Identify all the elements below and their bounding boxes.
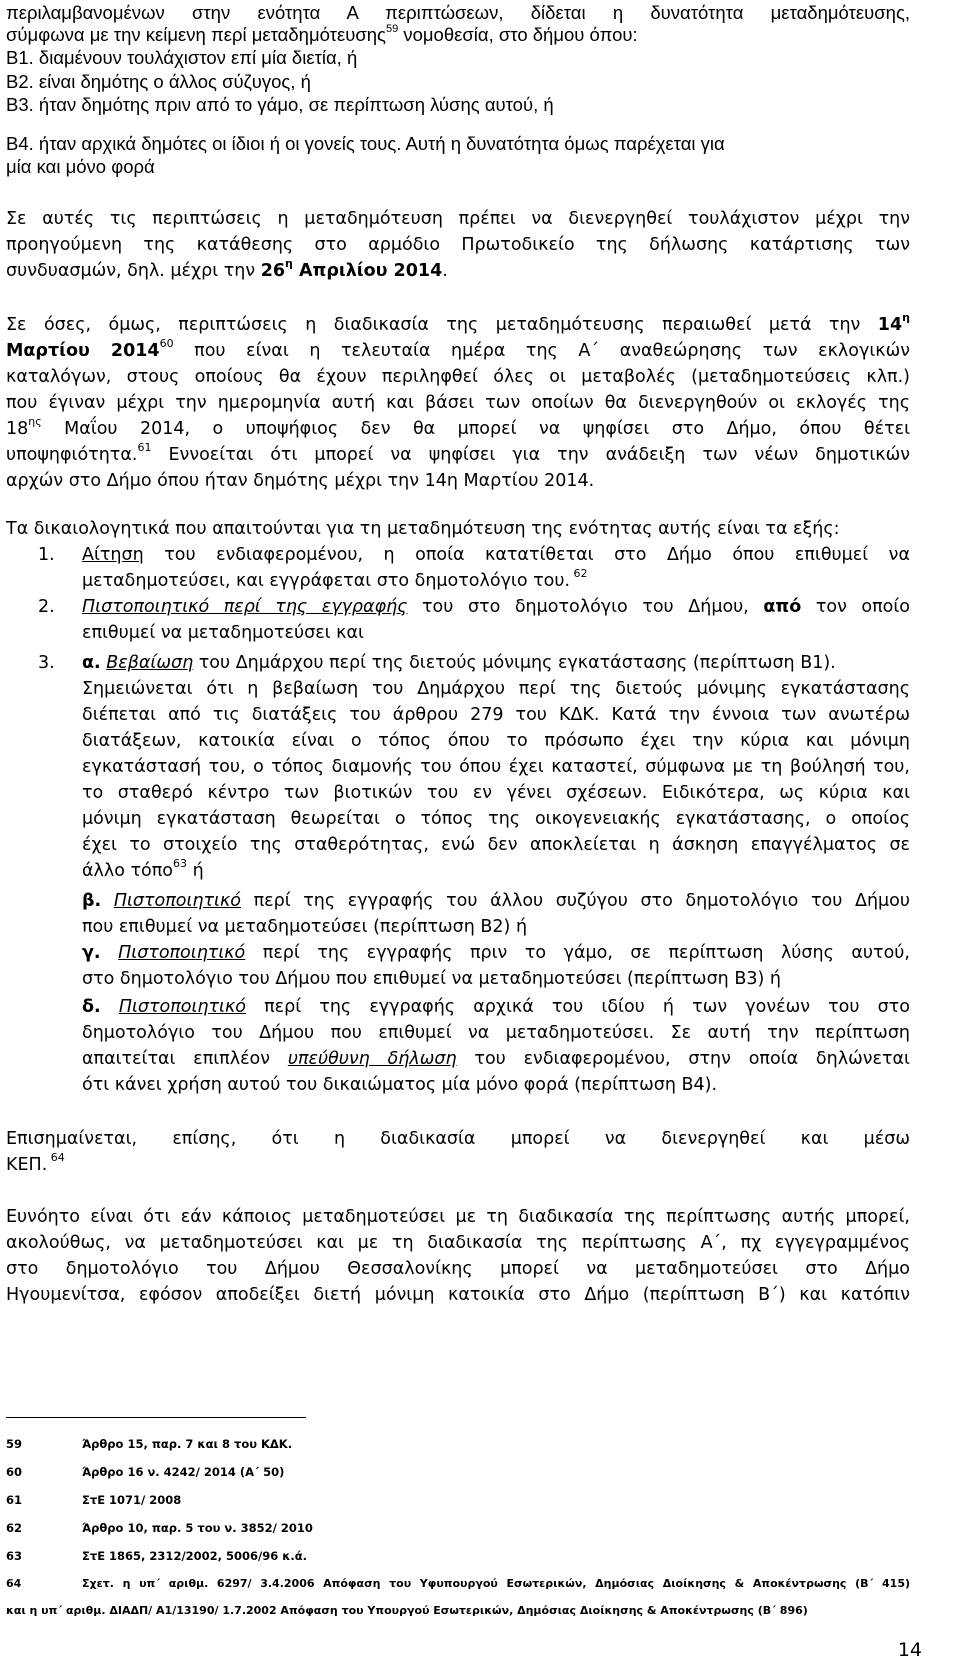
para4-line-1: Ευνόητο είναι ότι εάν κάποιος μεταδημοτεύσει με τη διαδικασία της περίπτωσης αυτής μπορεί,: [6, 1207, 910, 1227]
footnote-61: 61 ΣτΕ 1071/ 2008: [6, 1493, 182, 1507]
intro-line-2: σύμφωνα με την κείμενη περί μεταδημότευσης$^{59}$ νομοθεσία, στο δήμου όπου:: [6, 22, 638, 45]
item-3a-line-5: εγκατάστασή του, ο τόπος διαμονής του όπου έχει καταστεί, σύμφωνα με τη βούλησή του,: [82, 757, 910, 777]
para3-line-2: ΚΕΠ. $^{64}$: [6, 1151, 65, 1175]
case-b3: Β3. ήταν δημότης πριν από το γάμο, σε περίπτωση λύσης αυτού, ή: [6, 94, 554, 115]
footnote-ref-59[interactable]: 59: [385, 22, 399, 35]
item-3d-line-4: ότι κάνει χρήση αυτού του δικαιώματος μία μόνο φορά (περίπτωση Β4).: [82, 1075, 718, 1095]
footnote-ref-61[interactable]: 61: [137, 441, 152, 455]
para1-line-1: Σε αυτές τις περιπτώσεις η μεταδημότευση πρέπει να διενεργηθεί τουλάχιστον μέχρι την: [6, 209, 910, 229]
item-1-number: 1.: [38, 545, 55, 565]
case-b1: Β1. διαμένουν τουλάχιστον επί μία διετία, ή: [6, 47, 358, 68]
footnote-ref-63[interactable]: 63: [173, 857, 188, 871]
item-3d-line-3: απαιτείται επιπλέον υπεύθυνη δήλωση του ενδιαφερομένου, στην οποία δηλώνεται: [82, 1049, 910, 1069]
footnote-ref-62[interactable]: 62: [570, 567, 588, 581]
item-3a-line-8: έχει το στοιχείο της σταθερότητας, ενώ δεν αποκλείεται η άσκηση επαγγέλματος σε: [82, 835, 910, 855]
para2-line-5: $18^{\eta\varsigma}$ Μαΐου 2014, ο υποψήφιος δεν θα μπορεί να ψηφίσει στο Δήμο, όπου θέτει: [6, 415, 910, 439]
footnote-64: 64 Σχετ. η υπ΄ αριθμ. 6297/ 3.4.2006 Απόφαση του Υφυπουργού Εσωτερικών, Δημόσιας Διοίκησης & Αποκέντρωσης (Β΄ 415): [6, 1577, 910, 1590]
para4-line-3: στο δημοτολόγιο του Δήμου Θεσσαλονίκης μπορεί να μεταδημοτεύσει στο Δήμο: [6, 1259, 910, 1279]
item-2-number: 2.: [38, 597, 55, 617]
para1-line-2: προηγούμενη της κατάθεσης στο αρμόδιο Πρωτοδικείο της δήλωσης κατάρτισης των: [6, 235, 910, 255]
para2-line-1: Σε όσες, όμως, περιπτώσεις η διαδικασία της μεταδημότευσης περαιωθεί μετά την $14^\eta$: [6, 311, 910, 335]
deadline-date: $26^\eta$ Απριλίου 2014: [260, 257, 443, 281]
item-3a-line-7: μόνιμη εγκατάσταση θεωρείται ο τόπος της οικογενειακής εγκατάστασης, ο οποίος: [82, 809, 910, 829]
item-3b-line-1: β. Πιστοποιητικό περί της εγγραφής του άλλου συζύγου στο δημοτολόγιο του Δήμου: [82, 891, 910, 911]
case-b4: Β4. ήταν αρχικά δημότες οι ίδιοι ή οι γονείς τους. Αυτή η δυνατότητα όμως παρέχεται για: [6, 133, 725, 154]
page-number: 14: [897, 1639, 922, 1661]
para2-line-7: αρχών στο Δήμο όπου ήταν δημότης μέχρι την 14η Μαρτίου 2014.: [6, 471, 595, 491]
item-3a-line-9: άλλο τόπο$^{63}$ ή: [82, 857, 204, 881]
para2-line-3: καταλόγων, στους οποίους θα έχουν περιληφθεί όλες οι μεταβολές (μεταδημοτεύσεις κλπ.): [6, 367, 910, 387]
item-3a-line-1: α. Βεβαίωση του Δημάρχου περί της διετούς μόνιμης εγκατάστασης (περίπτωση Β1).: [82, 653, 836, 673]
item-3g-line-2: στο δημοτολόγιο του Δήμου που επιθυμεί να μεταδημοτεύσει (περίπτωση Β3) ή: [82, 969, 781, 989]
case-b4-cont: μία και μόνο φορά: [6, 156, 155, 177]
item-1-line-2: μεταδημοτεύσει, και εγγράφεται στο δημοτολόγιο του. $^{62}$: [82, 567, 588, 591]
item-1-line-1: Αίτηση του ενδιαφερομένου, η οποία κατατίθεται στο Δήμο όπου επιθυμεί να: [82, 545, 910, 565]
case-b2: Β2. είναι δημότης ο άλλος σύζυγος, ή: [6, 71, 311, 92]
item-3g-line-1: γ. Πιστοποιητικό περί της εγγραφής πριν το γάμο, σε περίπτωση λύσης αυτού,: [82, 943, 910, 963]
footnote-62: 62 Άρθρο 10, παρ. 5 του ν. 3852/ 2010: [6, 1521, 313, 1535]
item-3a-line-3: διέπεται από τις διατάξεις του άρθρου 279 του ΚΔΚ. Κατά την έννοια των ανωτέρω: [82, 705, 910, 725]
item-2-line-2: επιθυμεί να μεταδημοτεύσει και: [82, 623, 364, 643]
item-3b-line-2: που επιθυμεί να μεταδημοτεύσει (περίπτωση Β2) ή: [82, 917, 528, 937]
para3-line-1: Επισημαίνεται, επίσης, ότι η διαδικασία μπορεί να διενεργηθεί και μέσω: [6, 1129, 910, 1149]
para1-line-3: συνδυασμών, δηλ. μέχρι την $26^\eta$ Απριλίου 2014.: [6, 257, 448, 281]
item-2-line-1: Πιστοποιητικό περί της εγγραφής του στο δημοτολόγιο του Δήμου, από τον οποίο: [82, 597, 911, 617]
intro-line-1: περιλαμβανομένων στην ενότητα Α περιπτώσεων, δίδεται η δυνατότητα μεταδημότευσης,: [6, 2, 910, 23]
footnote-59: 59 Άρθρο 15, παρ. 7 και 8 του ΚΔΚ.: [6, 1437, 293, 1451]
para4-line-4: Ηγουμενίτσα, εφόσον αποδείξει διετή μόνιμη κατοικία στο Δήμο (περίπτωση Β΄) και κατόπιν: [6, 1285, 910, 1305]
item-3-number: 3.: [38, 653, 55, 673]
para2-line-6: υποψηφιότητα.$^{61}$ Εννοείται ότι μπορεί να ψηφίσει για την ανάδειξη των νέων δημοτικών: [6, 441, 910, 465]
footnote-60: 60 Άρθρο 16 ν. 4242/ 2014 (Α΄ 50): [6, 1465, 285, 1479]
footnote-ref-60[interactable]: 60: [159, 337, 174, 351]
item-3d-line-2: δημοτολόγιο του Δήμου που επιθυμεί να μεταδημοτεύσει. Σε αυτή την περίπτωση: [82, 1023, 910, 1043]
footnote-63: 63 ΣτΕ 1865, 2312/2002, 5006/96 κ.ά.: [6, 1549, 308, 1563]
footnote-separator: [6, 1417, 306, 1418]
documents-heading: Τα δικαιολογητικά που απαιτούνται για τη μεταδημότευση της ενότητας αυτής είναι τα εξής:: [6, 519, 840, 539]
footnote-64-cont: και η υπ΄ αριθμ. ΔΙΑΔΠ/ Α1/13190/ 1.7.2002 Απόφαση του Υπουργού Εσωτερικών, Δημόσιας Διοίκησης & Αποκέντρωσης (Β΄ 896): [6, 1604, 808, 1617]
para2-line-2: Μαρτίου 2014$^{60}$ που είναι η τελευταία ημέρα της Α΄ αναθεώρησης των εκλογικών: [6, 337, 910, 361]
item-3a-line-4: διατάξεων, κατοικία είναι ο τόπος όπου το πρόσωπο έχει την κύρια και μόνιμη: [82, 731, 910, 751]
item-3d-line-1: δ. Πιστοποιητικό περί της εγγραφής αρχικά του ιδίου ή των γονέων του στο: [82, 997, 910, 1017]
para4-line-2: ακολούθως, να μεταδημοτεύσει και με τη διαδικασία της περίπτωσης Α΄, πχ εγγεγραμμένος: [6, 1233, 910, 1253]
footnote-ref-64[interactable]: 64: [47, 1151, 65, 1165]
item-3a-line-6: το σταθερό κέντρο των βιοτικών του εν γένει σχέσεων. Ειδικότερα, ως κύρια και: [82, 783, 910, 803]
item-3a-line-2: Σημειώνεται ότι η βεβαίωση του Δημάρχου περί της διετούς μόνιμης εγκατάστασης: [82, 679, 910, 699]
para2-line-4: που έγιναν μέχρι την ημερομηνία αυτή και βάσει των οποίων θα διενεργηθούν οι εκλογές της: [6, 393, 910, 413]
